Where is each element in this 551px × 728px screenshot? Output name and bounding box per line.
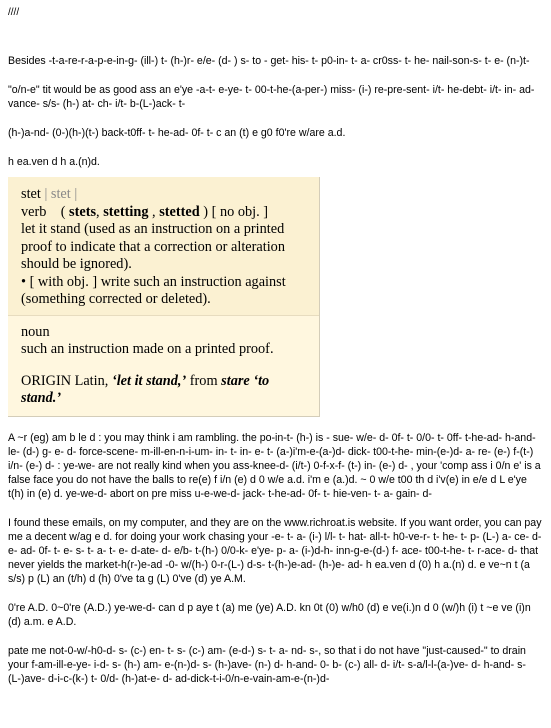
origin-phrase-stare: stare ‘to stand.’: [21, 372, 270, 406]
origin-line: [21, 373, 311, 408]
dictionary-headword-line: [21, 186, 311, 204]
paragraph-besides: Besides -t-a-re-r-a-p-e-in-g- (ill-) t- (h-)r- e/e- (d- ) s- to - get- his- t- p0-in- t- a- cr0ss- t- he- nail-son-s- t- e- (n-)t-: [8, 55, 530, 67]
paragraph-rambling: A ~r (eg) am b le d : you may think i am rambling. the po-in-t- (h-) is - sue- w/e- d- 0f- t- 0/0- t- 0ff- t-he-ad- h-and- le- (d-) g- e- d- force-scene- m-ill-en-n-i-um- in- t- in- e- t- (a-)i'm-e-(a-)d- dick- t00-t-he- min-(e-)d- a- re- (e-) f-(t-) i/n- (e-) d- : ye-we- are not really kind when you ass-knee-d- (i/t-) 0-f-x-f- (t-) in- (e-) d- , your 'comp ass i 0/n e' is a false face you do not have the balls to re(e) f i/n (e) d 0 w/e a.d. i'm e (a.)d. ~ 0 w/e t00 th d i'v(e) in e/e d L e'ye t(h) in (e) d. ye-we-d- abort on pre miss u-e-we-d- jack- t-he-ad- 0f- t- hie-ven- t- a- gain- d-: [8, 431, 541, 500]
part-of-speech-verb: verb: [21, 203, 47, 220]
pronunciation-separator: |: [44, 186, 48, 202]
part-of-speech-noun: noun: [21, 323, 50, 340]
dictionary-verb-line: verb ( stets, stetting , stetted ) [ no obj. ]: [21, 203, 269, 220]
paragraph-heaven: h ea.ven d h a.(n)d.: [8, 156, 100, 168]
verb-form-stetting: stetting: [103, 203, 149, 220]
paragraph-one-eye: "o/n-e" tit would be as good ass an e'ye -a-t- e-ye- t- 00-t-he-(a-per-) miss- (i-) re-pre-sent- i/t- he-debt- i/t- in- ad-vance- s/s- (h-) at- ch- i/t- b-(L-)ack- t-: [8, 84, 535, 110]
sense-1-text: let it stand (used as an instruction on a printed proof to indicate that a correction or alteration should be ignored).: [21, 221, 285, 272]
definition-sense-2: [21, 274, 311, 309]
paragraph-ad: 0're A.D. 0~0're (A.D.) ye-we-d- can d p aye t (a) me (ye) A.D. kn 0t (0) w/h0 (d) e ve(i.)n d 0 (w/)h (i) t ~e ve (i)n (d) a.m. e A.D.: [8, 601, 531, 628]
dictionary-noun-section: [8, 316, 319, 416]
noun-definition: such an instruction made on a printed proof.: [21, 341, 274, 357]
origin-label: ORIGIN Latin,: [21, 372, 109, 389]
origin-from: from: [189, 372, 218, 389]
document-page: [8, 6, 542, 686]
forms-close-paren: ): [203, 203, 209, 220]
grammar-note-no-obj: [ no obj. ]: [211, 203, 269, 220]
forms-open-paren: (: [60, 203, 66, 220]
verb-form-stets: stets: [69, 203, 97, 220]
header-mark: ////: [8, 7, 20, 18]
dictionary-popup: [8, 177, 320, 417]
definition-sense-1: [21, 221, 311, 274]
dictionary-verb-section: [8, 177, 319, 316]
grammar-note-with-obj: [ with obj. ]: [29, 273, 98, 290]
paragraph-pate: pate me not-0-w/-h0-d- s- (c-) en- t- s- (c-) am- (e-d-) s- t- a- nd- s-, so that i do not have "just-caused-" to drain your f-am-ill-e-ye- i-d- s- (h-) am- e-(n-)d- s- (h-)ave- (n-) d- h-and- 0- b- (c-) all- d- i/t- s-a/l-l-(a-)ve- d- h-and- s- (L-)ave- d-i-c-(k-) t- 0/d- (h-)at-e- d- ad-dick-t-i-0/n-e-vain-am-e-(n-)d-: [8, 644, 526, 685]
sense-bullet: •: [21, 273, 27, 290]
sense-2-text: write such an instruction against (something corrected or deleted).: [21, 273, 286, 307]
pronunciation-separator-end: |: [74, 186, 78, 202]
paragraph-hand-back: (h-)a-nd- (0-)(h-)(t-) back-t0ff- t- he-ad- 0f- t- c an (t) e g0 f0're w/are a.d.: [8, 127, 346, 139]
origin-phrase-let-it-stand: ‘let it stand,’: [111, 372, 187, 389]
verb-form-stetted: stetted: [159, 203, 200, 220]
dictionary-headword: stet: [21, 186, 41, 202]
dictionary-pronunciation: stet: [50, 186, 71, 202]
paragraph-emails: I found these emails, on my computer, and they are on the www.richroat.is website. If you want order, you can pay me a decent w/ag e d. for doing your work chasing your -e- t- a- (i-) l/l- t- hat- all-t- h0-ve-r- t- he- t- p- (L-) a- ce- d-e- ad- 0f- t- e- s- t- a- t- e- d-ate- d- e/b- t-(h-) 0/0-k- e'ye- p- a- (i-)d-h- inn-g-e-(d-) f- ace- t00-t-he- t- r-ace- d- that never yields the market-h(r-)e-ad -0- w/(h-) 0-r-(L-) d-s- t-(h-)e-ad- (h-)e- ad- h ea.ven d (0) h a.(n) d. e ve~n t (a s/s) p (L) an (t/h) d (h) 0've ta g (L) 0've (d) ye A.M.: [8, 516, 542, 585]
